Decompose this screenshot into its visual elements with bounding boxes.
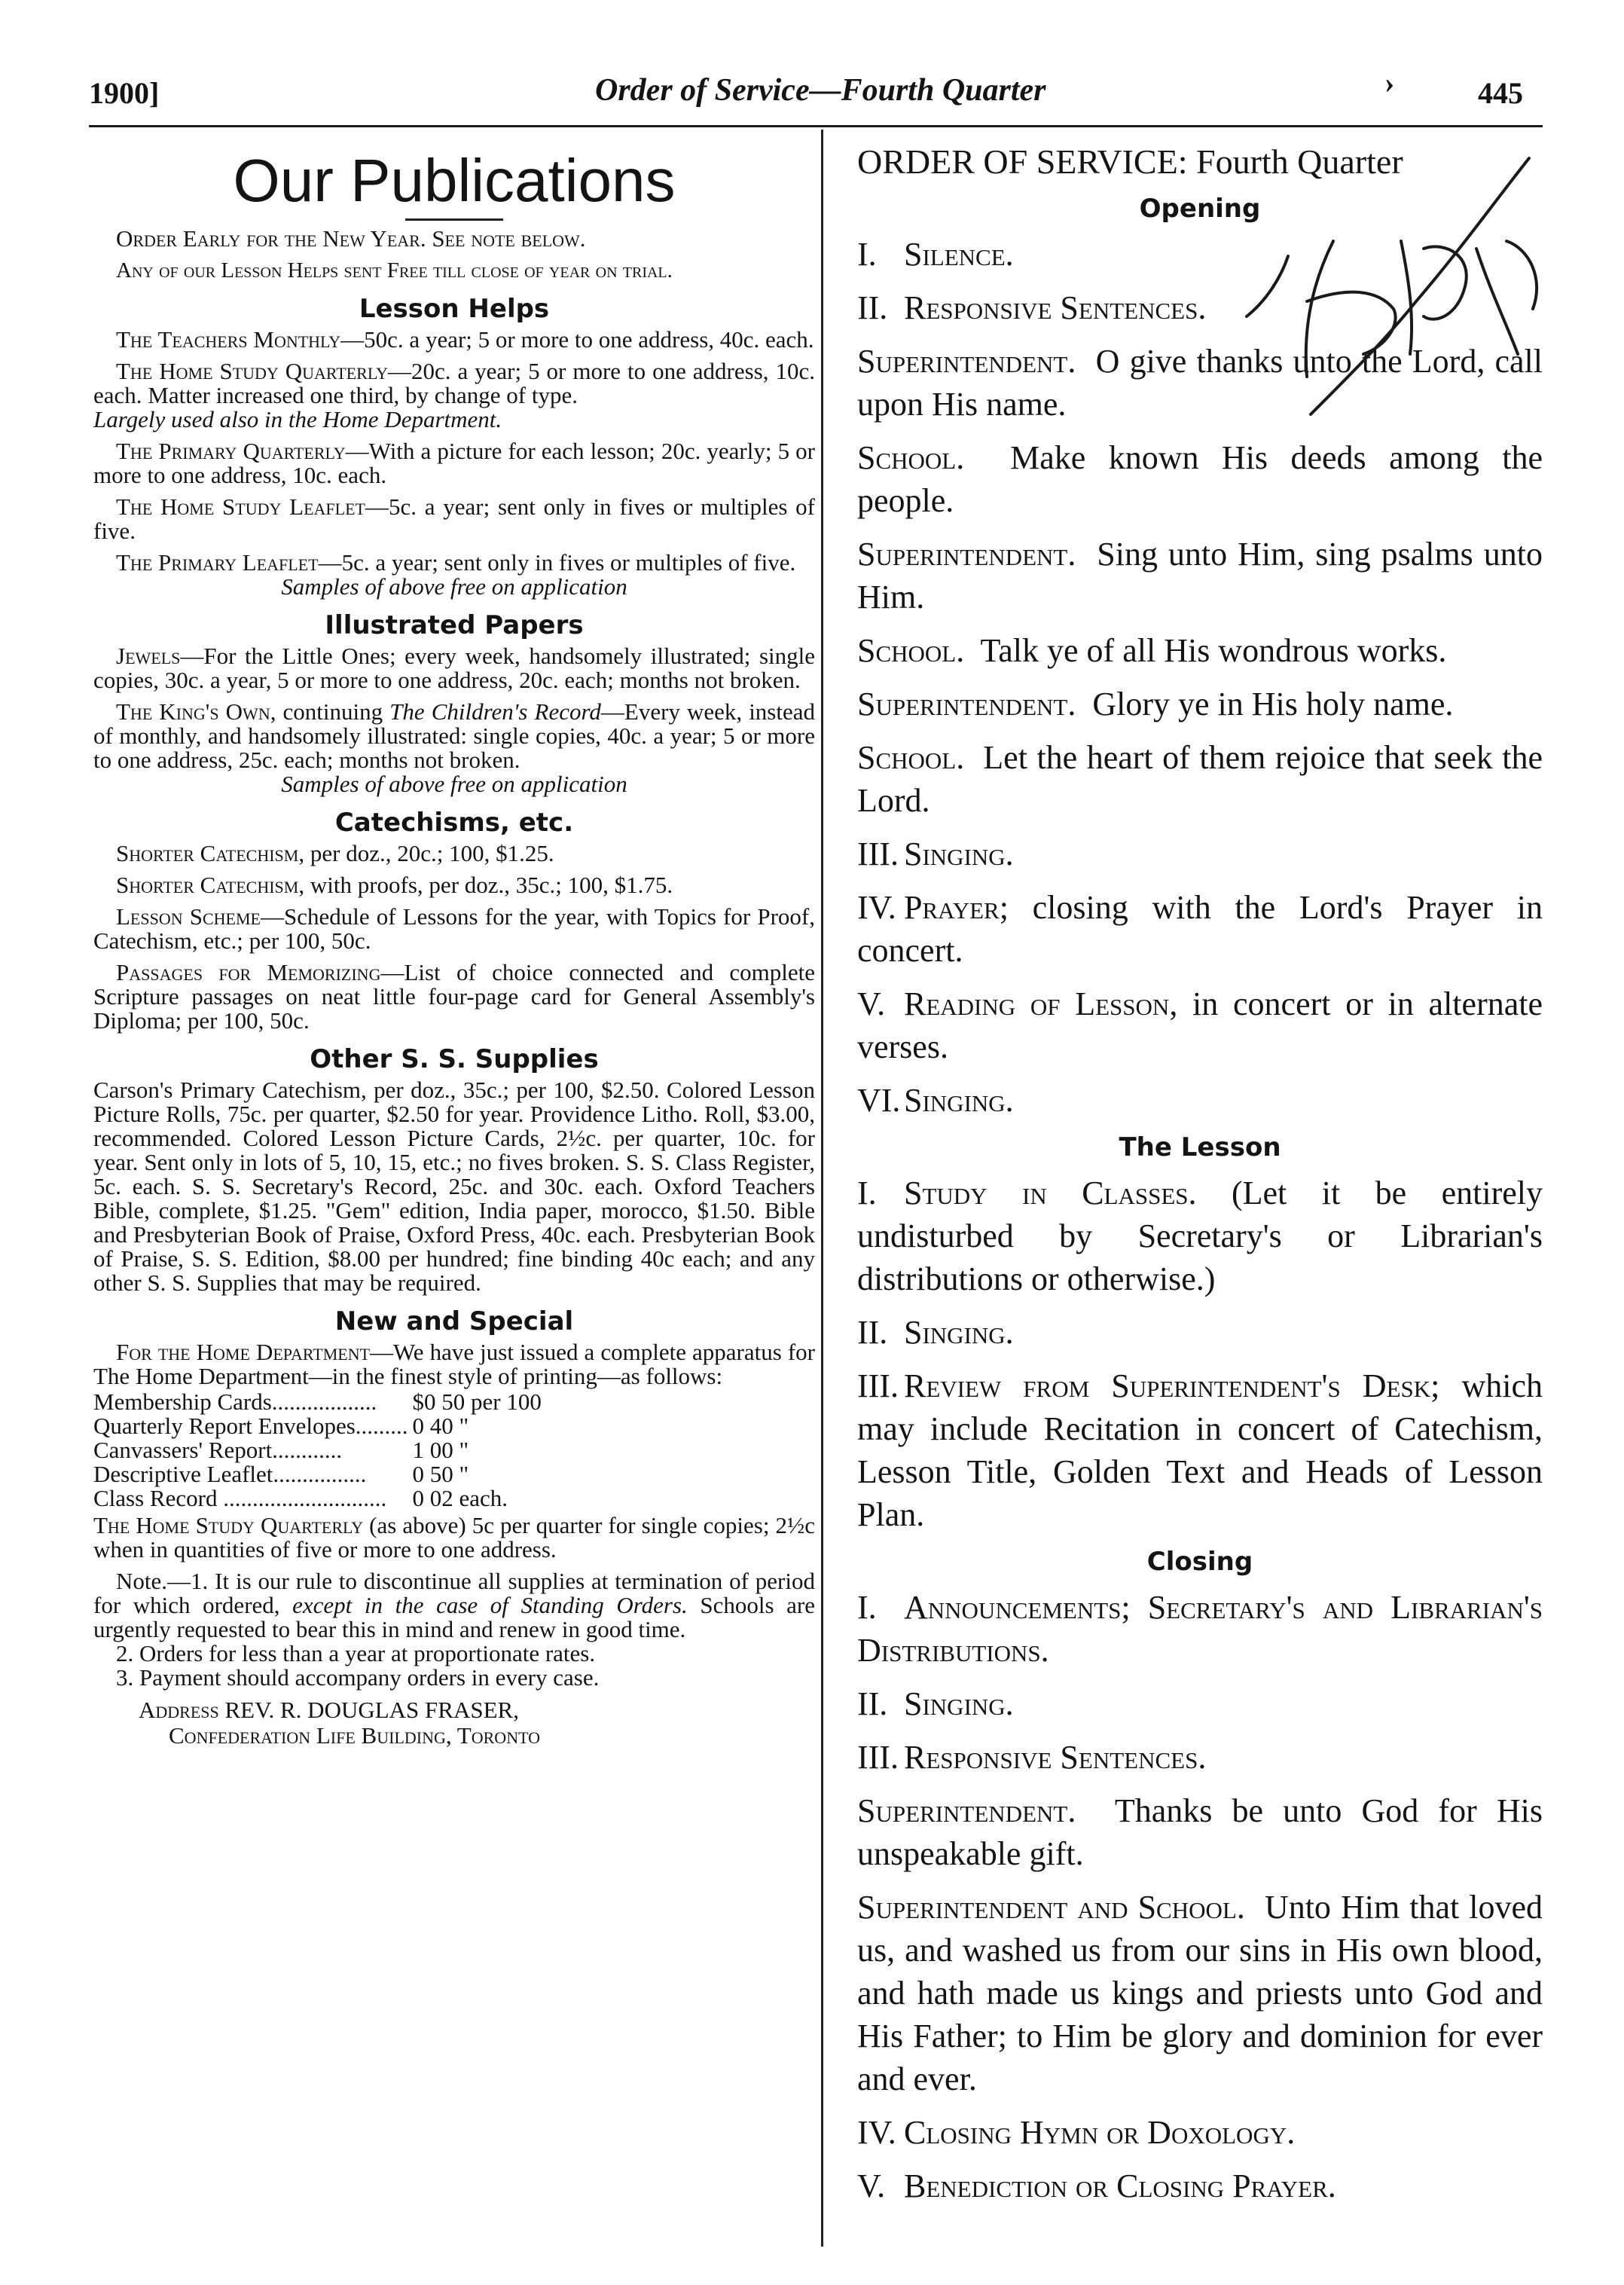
service-item: III. Responsive Sentences. [857,1739,1207,1776]
lesson-helps-heading: Lesson Helps [359,294,550,324]
service-item: II. Responsive Sentences. [857,289,1207,326]
price-row: Membership Cards.................. $0 50 per 100 [93,1388,542,1415]
jewels-item: Jewels—For the Little Ones; every week, handsomely illustrated; single copies, 30c. a year, 5 or more to one address, 20c. each; months not broken. [93,643,815,693]
closing-heading: Closing [1146,1547,1253,1577]
hsq-note: The Home Study Quarterly (as above) 5c per quarter for single copies; 2½c when in quantities of five or more to one address. [93,1512,815,1563]
lesson-help-item: The Primary Quarterly—With a picture for each lesson; 20c. yearly; 5 or more to one address, 10c. each. [93,438,815,488]
address-block [93,1697,815,1749]
illustrated-papers-heading: Illustrated Papers [325,610,584,640]
price-row: Quarterly Report Envelopes......... 0 40 " [93,1413,469,1439]
note-2: 2. Orders for less than a year at proportionate rates. [116,1640,596,1666]
lesson-help-item: The Teachers Monthly—50c. a year; 5 or more to one address, 40c. each. [116,326,814,353]
responsive-line: Superintendent. Thanks be unto God for His unspeakable gift. [857,1792,1543,1872]
responsive-line: School. Talk ye of all His wondrous works. [857,632,1447,669]
lesson-heading: The Lesson [1119,1132,1281,1162]
supplies-text: Carson's Primary Catechism, per doz., 35c.; per 100, $2.50. Colored Lesson Picture Rolls, 75c. per quarter, $2.50 for year. Providence Litho. Roll, $3.00, recommended. Colored Lesson Picture Cards, 2½c. per quarter, 10c. for year. Sent only in lots of 5, 10, 15, etc.; no fives broken. S. S. Class Register, 5c. each. S. S. Secretary's Record, 25c. and 30c. each. Oxford Teachers Bible, complete, $1.25. "Gem" edition, India paper, morocco, $1.50. Bible and Presbyterian Book of Praise, Oxford Press, 40c. each. Presbyterian Book of Praise, S. S. Edition, $8.00 per hundred; fine binding 40c each; and any other S. S. Supplies that may be required. [93,1077,815,1296]
service-item: II. Singing. [857,1314,1014,1351]
free-helps-note: Any of our Lesson Helps sent Free till close of year on trial. [116,258,673,283]
header-rule [89,125,1543,127]
responsive-line: Superintendent. Sing unto Him, sing psalms unto Him. [857,536,1543,616]
service-item: V. Reading of Lesson, in concert or in alternate verses. [857,985,1543,1065]
note-3: 3. Payment should accompany orders in every case. [116,1664,600,1691]
service-item: I. Study in Classes. (Let it be entirely undisturbed by Secretary's or Librarian's distributions or otherwise.) [857,1175,1543,1297]
price-table [93,1390,546,1511]
page-number: 445 [1478,76,1523,110]
home-department-intro: For the Home Department—We have just issued a complete apparatus for The Home Department—in the finest style of printing—as follows: [93,1339,815,1389]
publications-column [93,134,815,1749]
service-item: I. Silence. [857,236,1014,273]
responsive-line: School. Let the heart of them rejoice that seek the Lord. [857,739,1543,819]
catechisms-heading: Catechisms, etc. [334,808,574,838]
supplies-heading: Other S. S. Supplies [310,1044,599,1074]
service-item: III. Review from Superintendent's Desk; which may include Recitation in concert of Catechism, Lesson Title, Golden Text and Heads of Lesson Plan. [857,1367,1543,1533]
opening-heading: Opening [1139,194,1261,224]
home-dept-note: Largely used also in the Home Department. [93,406,502,432]
samples-note: Samples of above free on application [281,771,627,797]
address-line: Confederation Life Building, Toronto [169,1722,541,1749]
samples-note: Samples of above free on application [281,573,627,600]
address-line: Address REV. R. DOUGLAS FRASER, [139,1697,519,1723]
catechism-item: Shorter Catechism, per doz., 20c.; 100, $1.25. [116,840,554,866]
new-special-heading: New and Special [334,1306,574,1336]
lesson-help-item: The Primary Leaflet—5c. a year; sent only in fives or multiples of five. [116,549,796,576]
catechism-item: Lesson Scheme—Schedule of Lessons for the year, with Topics for Proof, Catechism, etc.; per 100, 50c. [93,903,815,954]
header-title: Order of Service—Fourth Quarter [595,73,1046,108]
handwritten-annotation [1175,128,1567,444]
service-heading: ORDER OF SERVICE: Fourth Quarter [857,142,1403,181]
lesson-help-item: The Home Study Quarterly—20c. a year; 5 or more to one address, 10c. each. Matter increased one third, by change of type. [93,358,815,408]
price-row: Descriptive Leaflet................ 0 50 " [93,1461,469,1487]
service-item: V. Benediction or Closing Prayer. [857,2167,1336,2204]
service-item: VI. Singing. [857,1082,1014,1119]
header-mark: › [1384,66,1395,99]
service-item: III. Singing. [857,835,1014,872]
header-year: 1900] [89,76,160,110]
note-1: Note.—1. It is our rule to discontinue all supplies at termination of period for which ordered, except in the case of Standing Orders. Schools are urgently requested to bear this in mind and renew in good time. [93,1568,815,1642]
catechism-item: Shorter Catechism, with proofs, per doz., 35c.; 100, $1.75. [116,872,673,898]
price-row: Class Record ............................ 0 02 each. [93,1485,508,1511]
column-divider [821,130,823,2247]
responsive-line: Superintendent. O give thanks unto the Lord, call upon His name. [857,343,1543,423]
lesson-help-item: The Home Study Leaflet—5c. a year; sent only in fives or multiples of five. [93,493,815,544]
service-item: I. Announcements; Secretary's and Librarian's Distributions. [857,1589,1543,1669]
publications-title: Our Publications [233,147,676,214]
kings-own-item: The King's Own, continuing The Children's Record—Every week, instead of monthly, and handsomely illustrated: single copies, 40c. a year; 5 or more to one address, 25c. each; months not broken. [93,698,816,773]
title-rule [405,218,503,221]
order-of-service-column [857,134,1543,2218]
responsive-line: School. Make known His deeds among the people. [857,439,1543,519]
catechism-item: Passages for Memorizing—List of choice connected and complete Scripture passages on neat little four-page card for General Assembly's Diploma; per 100, 50c. [93,959,815,1034]
price-row: Canvassers' Report............ 1 00 " [93,1437,469,1463]
service-item: IV. Closing Hymn or Doxology. [857,2114,1296,2151]
responsive-line: Superintendent. Glory ye in His holy name. [857,686,1454,722]
service-item: IV. Prayer; closing with the Lord's Prayer in concert. [857,889,1543,969]
service-item: II. Singing. [857,1685,1014,1722]
responsive-line: Superintendent and School. Unto Him that loved us, and washed us from our sins in His own blood, and hath made us kings and priests unto God and His Father; to Him be glory and dominion for ever and ever. [857,1889,1543,2097]
order-early-note: Order Early for the New Year. See note below. [116,225,586,252]
